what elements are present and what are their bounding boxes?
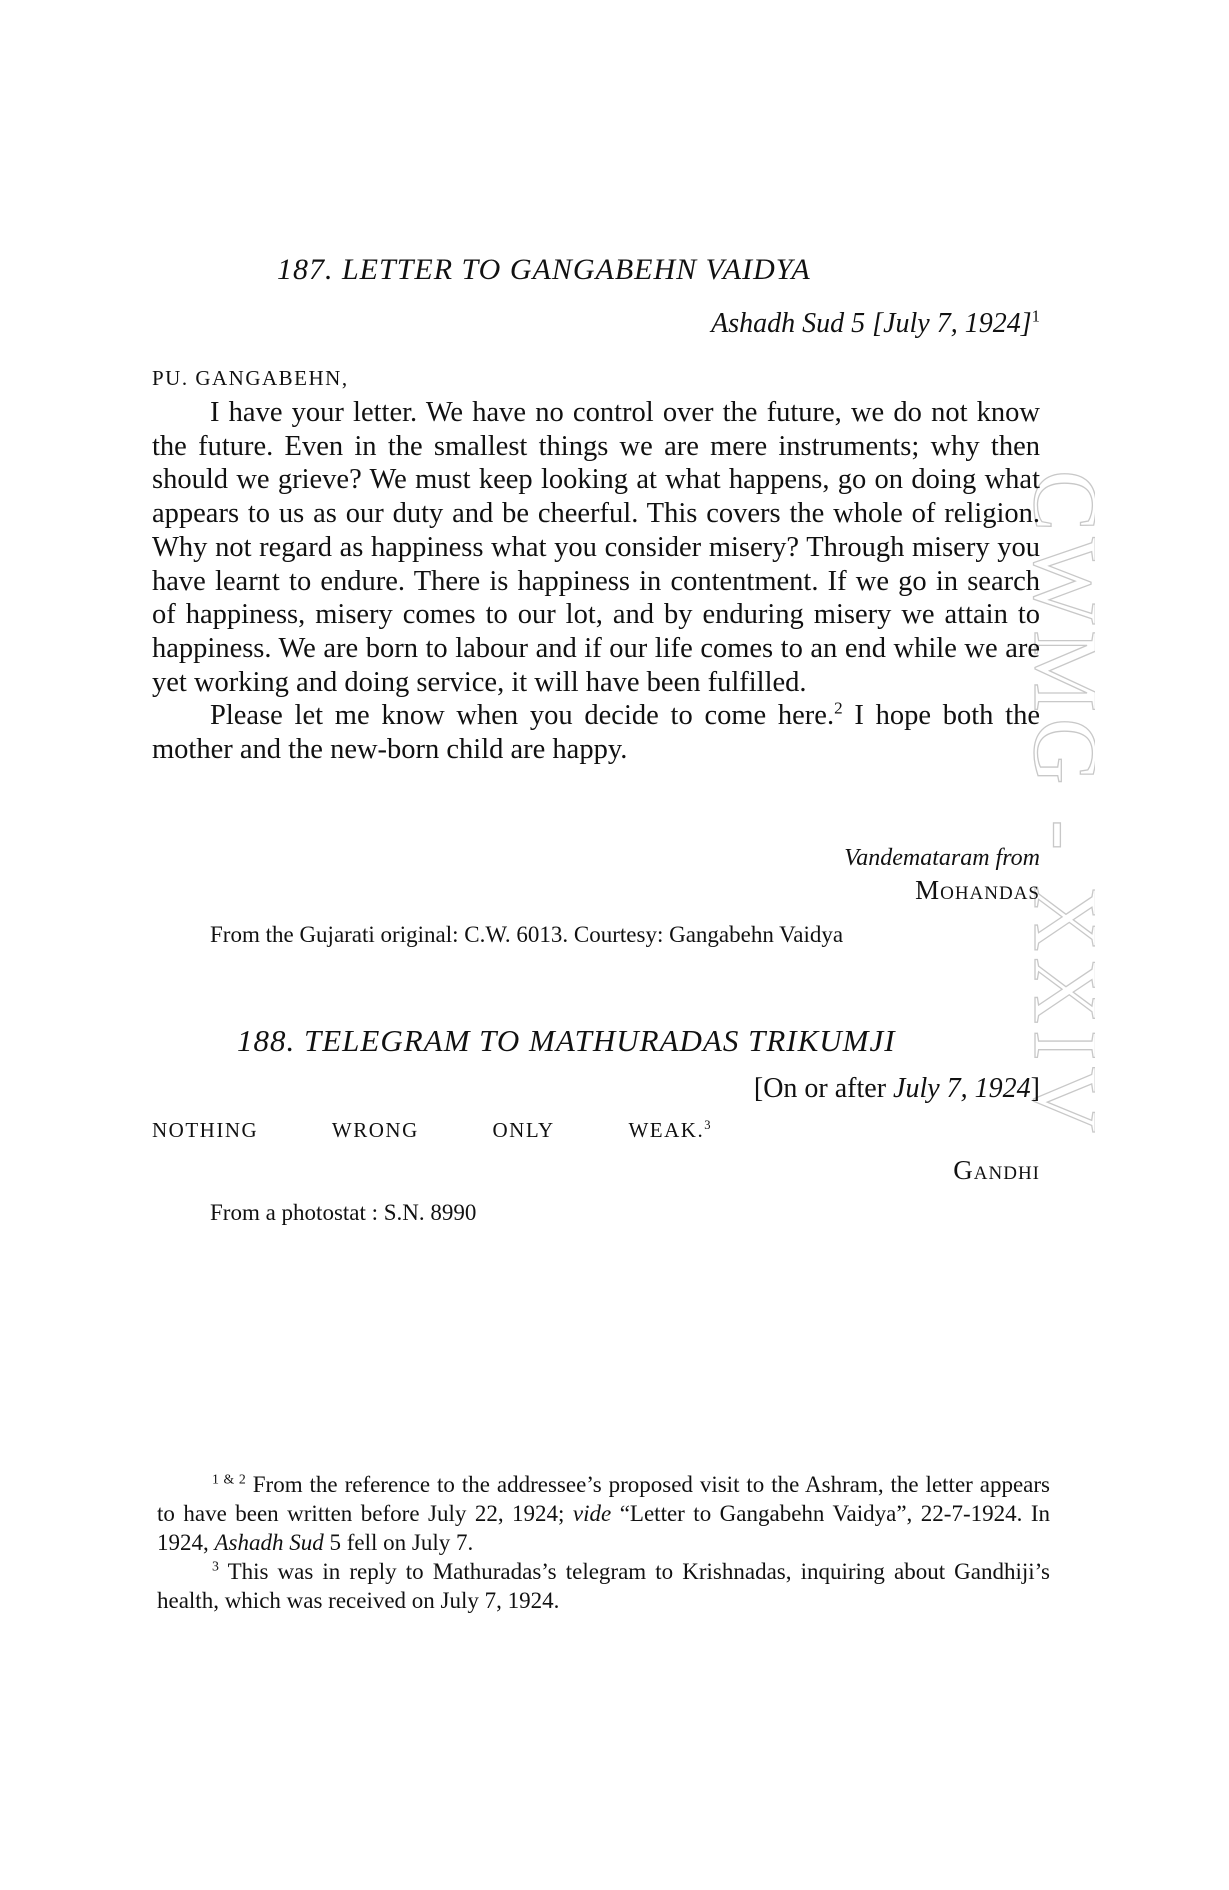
footnote-3 — [157, 1557, 1050, 1615]
footnote-3-text: This was in reply to Mathuradas’s telegram to Krishnadas, inquiring about Gandhiji’s health, which was received on July 7, 1924. — [157, 1559, 1050, 1613]
footnote-1-2-text-a: From the reference to the addressee’s proposed visit to the Ashram, the letter appears to have been written before July 22, 1924; — [157, 1472, 1050, 1526]
footnotes — [157, 1470, 1050, 1615]
watermark-text: CWMG XXIV — [1015, 470, 1095, 1140]
footnote-ashadh-sud: Ashadh Sud — [214, 1530, 324, 1555]
salutation: PU. GANGABEHN, — [152, 366, 349, 390]
footnote-ref-2: 2 — [834, 698, 843, 718]
dateline-187-suffix: ] — [1020, 308, 1032, 339]
footnote-1-2-text-c: 5 fell on July 7. — [323, 1530, 474, 1555]
source-note-188: From a photostat : S.N. 8990 — [210, 1200, 477, 1225]
letter-paragraph-2-text-b: I hope both the mother and the new-born child are happy. — [152, 700, 1040, 766]
heading-187: 187. LETTER TO GANGABEHN VAIDYA — [277, 253, 811, 286]
footnote-ref-1: 1 — [1031, 306, 1040, 326]
footnote-ref-3: 3 — [704, 1118, 712, 1132]
heading-188: 188. TELEGRAM TO MATHURADAS TRIKUMJI — [237, 1023, 896, 1058]
telegram-word: NOTHING — [152, 1118, 259, 1142]
signature-gandhi: Gandhi — [953, 1155, 1040, 1185]
letter-paragraph-2-text-a: Please let me know when you decide to come here. — [210, 700, 835, 732]
dateline-188 — [754, 1073, 1040, 1105]
dateline-188-date: July 7, 1924 — [893, 1073, 1031, 1104]
telegram-word-last — [628, 1118, 712, 1143]
letter-paragraph-1: I have your letter. We have no control over the future, we do not know the future. Even in the smallest things we are mere instruments; why then should we grieve? We must keep looking at what happens, go on doing what appears to us as our duty and be cheerful. This covers the whole of religion. Why not regard as happiness what you consider misery? Through misery you have learnt to endure. There is happiness in contentment. If we go in search of happiness, misery comes to our lot, and by enduring misery we attain to happiness. We are born to labour and if our life comes to an end while we are yet working and doing service, it will have been fulfilled. — [152, 397, 1040, 698]
footnote-marker-3: 3 — [212, 1558, 219, 1574]
footnote-marker-1-2: 1 & 2 — [212, 1471, 246, 1487]
dateline-187-date: July 7, 1924 — [883, 308, 1021, 339]
telegram-word: ONLY — [492, 1118, 555, 1142]
telegram-word: WEAK. — [628, 1118, 705, 1142]
closing-salutation: Vandemataram from — [844, 845, 1040, 871]
dateline-187 — [711, 308, 1040, 340]
dateline-188-prefix: [On or after — [753, 1073, 894, 1104]
signature-mohandas: Mohandas — [915, 875, 1040, 905]
letter-body — [152, 396, 1040, 767]
footnote-1-2-text-b: “Letter to Gangabehn Vaidya”, 22-7-1924. In 1924, — [157, 1501, 1050, 1555]
footnote-vide: vide — [572, 1501, 612, 1526]
footnote-1-2 — [157, 1470, 1050, 1557]
telegram-text — [152, 1118, 712, 1143]
letter-paragraph-2 — [152, 699, 1040, 766]
dateline-187-prefix: Ashadh Sud 5 [ — [711, 308, 884, 339]
dateline-188-suffix: ] — [1030, 1073, 1040, 1104]
source-note-187: From the Gujarati original: C.W. 6013. Courtesy: Gangabehn Vaidya — [210, 922, 844, 947]
telegram-word: WRONG — [331, 1118, 419, 1142]
